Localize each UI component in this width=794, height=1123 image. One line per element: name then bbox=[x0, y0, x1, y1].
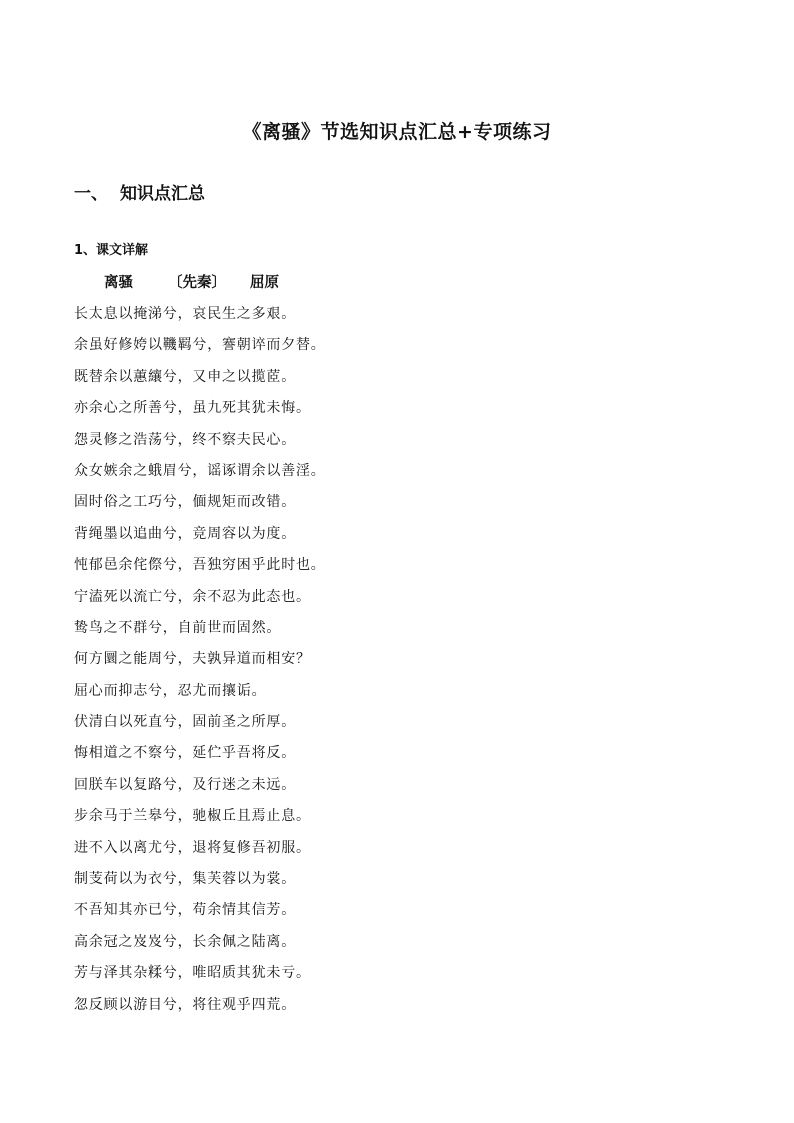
poem-author: 屈原 bbox=[250, 275, 279, 291]
poem-dynasty: 〔先秦〕 bbox=[168, 275, 226, 291]
poem-line: 何方圜之能周兮，夫孰异道而相安？ bbox=[74, 651, 311, 668]
poem-line: 既替余以蕙纕兮，又申之以揽茝。 bbox=[74, 368, 296, 385]
poem-title: 离骚 bbox=[104, 275, 133, 291]
poem-line: 不吾知其亦已兮，苟余情其信芳。 bbox=[74, 902, 296, 919]
poem-line: 回朕车以复路兮，及行迷之未远。 bbox=[74, 776, 296, 793]
poem-line: 亦余心之所善兮，虽九死其犹未悔。 bbox=[74, 400, 311, 417]
poem-text bbox=[74, 299, 326, 1021]
section-title: 知识点汇总 bbox=[120, 184, 205, 204]
poem-line: 屈心而抑志兮，忍尤而攘诟。 bbox=[74, 682, 267, 699]
section-heading bbox=[74, 181, 205, 207]
poem-line: 步余马于兰皋兮，驰椒丘且焉止息。 bbox=[74, 808, 311, 825]
poem-line: 背绳墨以追曲兮，竞周容以为度。 bbox=[74, 525, 296, 542]
poem-line: 进不入以离尤兮，退将复修吾初服。 bbox=[74, 839, 311, 856]
poem-line: 怨灵修之浩荡兮，终不察夫民心。 bbox=[74, 431, 296, 448]
document-title: 《离骚》节选知识点汇总+专项练习 bbox=[242, 121, 552, 143]
poem-line: 芳与泽其杂糅兮，唯昭质其犹未亏。 bbox=[74, 965, 311, 982]
poem-line: 鸷鸟之不群兮，自前世而固然。 bbox=[74, 619, 282, 636]
poem-line: 长太息以掩涕兮，哀民生之多艰。 bbox=[74, 306, 296, 322]
poem-line: 宁溘死以流亡兮，余不忍为此态也。 bbox=[74, 588, 311, 605]
subsection-heading: 1、课文详解 bbox=[74, 243, 149, 258]
poem-line: 制芰荷以为衣兮，集芙蓉以为裳。 bbox=[74, 871, 296, 888]
poem-line: 悔相道之不察兮，延伫乎吾将反。 bbox=[74, 745, 296, 762]
poem-line: 忳郁邑余侘傺兮，吾独穷困乎此时也。 bbox=[74, 557, 326, 574]
poem-line: 伏清白以死直兮，固前圣之所厚。 bbox=[74, 714, 296, 731]
poem-line: 高余冠之岌岌兮，长余佩之陆离。 bbox=[74, 933, 296, 950]
poem-line: 固时俗之工巧兮，偭规矩而改错。 bbox=[74, 494, 296, 511]
poem-line: 忽反顾以游目兮，将往观乎四荒。 bbox=[74, 996, 296, 1013]
poem-header bbox=[104, 271, 279, 295]
poem-line: 余虽好修姱以鞿羁兮，謇朝谇而夕替。 bbox=[74, 337, 326, 354]
section-number: 一、 bbox=[74, 184, 108, 204]
poem-line: 众女嫉余之蛾眉兮，谣诼谓余以善淫。 bbox=[74, 462, 326, 479]
